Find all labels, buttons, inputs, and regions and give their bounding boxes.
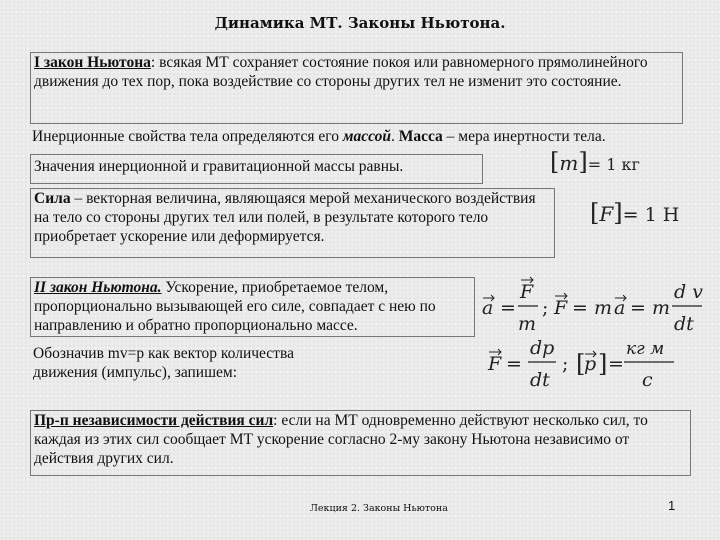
footer: Лекция 2. Законы Ньютона [310,503,448,514]
force-text: – векторная величина, являющаяся мерой механического воздействия на тело со стороны других тел или полей, в результате которого тело приобретает ускорение или деформируется. [34,190,536,245]
law2-text: Ускорение, приобретаемое телом, пропорционально вызывающей его силе, совпадает с нею по направлению и обратно пропорционально массе. [34,279,436,334]
force-unit-formula: [F]= 1 Н [590,199,680,227]
svg-text:]: ] [598,350,608,378]
inertia-line: Инерционные свойства тела определяются его массой. Масса – мера инертности тела. [32,128,606,145]
law2-block [30,277,475,337]
law1-text: : всякая МТ сохраняет состояние покоя или равномерного прямолинейного движения до тех пор, пока воздействие со стороны других тел не изменит это состояние. [34,54,648,90]
svg-text:p: p [584,353,597,375]
svg-text:F: F [554,297,568,319]
independence-heading: Пр-п независимости действия сил [34,412,274,429]
svg-text:F: F [488,353,502,375]
law2-heading: II закон Ньютона. [34,279,162,296]
svg-text:[: [ [576,350,586,378]
svg-text:dp: dp [530,337,555,359]
momentum-formula [484,336,684,394]
svg-text:;: ; [542,297,549,319]
law2-formula [478,272,712,340]
svg-text:кг м: кг м [626,339,665,359]
svg-text:=: = [500,297,516,319]
force-block [30,188,555,258]
svg-text:d v: d v [674,281,703,303]
page-number: 1 [668,498,676,513]
accel-symbol: a [482,297,494,319]
mass-equality-block [30,154,483,184]
mass-unit-formula: [m]= 1 кг [550,148,640,176]
svg-text:dt: dt [674,313,694,335]
svg-text:=: = [506,353,522,375]
force-symbol: F [520,281,534,303]
law1-heading: I закон Ньютона [34,54,151,71]
svg-text:= m: = m [572,297,612,319]
force-heading: Сила [34,190,71,207]
independence-text: : если на МТ одновременно действуют несколько сил, то каждая из этих сил сообщает МТ ускорение согласно 2-му закону Ньютона независимо от действия других сил. [34,412,648,467]
momentum-text: Обозначив mv=p как вектор количества движения (импульс), запишем: [33,345,294,381]
independence-block [30,410,691,476]
svg-text:dt: dt [530,369,550,391]
svg-text:=: = [608,353,624,375]
law1-block [30,52,683,124]
mass-symbol: m [518,313,537,335]
svg-text:;: ; [562,353,569,375]
page-title: Динамика МТ. Законы Ньютона. [214,14,506,32]
mass-term-cap: Масса [398,128,443,145]
svg-text:c: c [642,369,653,391]
svg-text:a: a [614,297,626,319]
mass-term: массой [342,128,391,145]
svg-text:= m: = m [630,297,670,319]
mass-equality-text: Значения инерционной и гравитационной массы равны. [34,158,404,175]
